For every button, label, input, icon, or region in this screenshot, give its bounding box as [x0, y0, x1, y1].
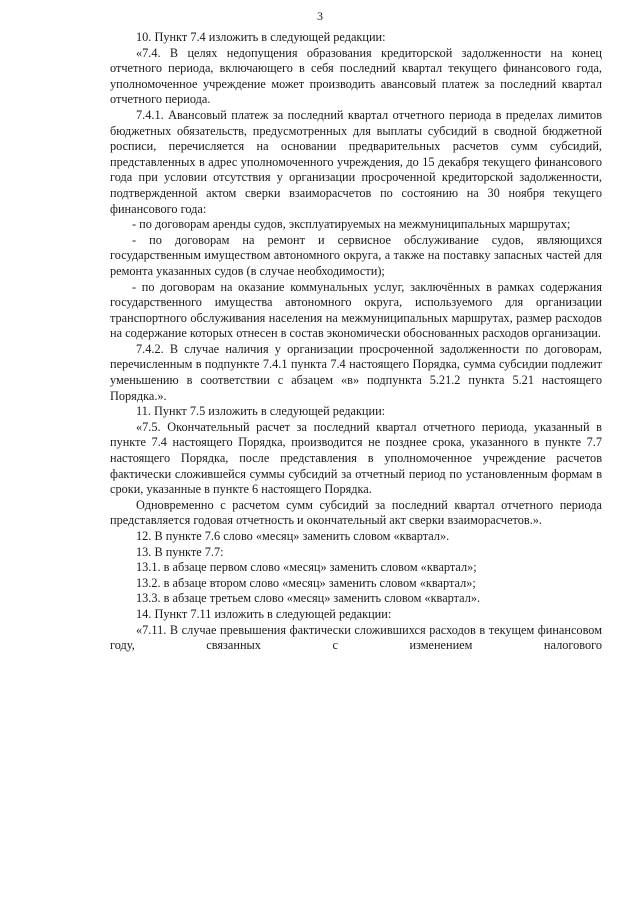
paragraph: «7.11. В случае превышения фактически сложившихся расходов в текущем финансовом году, связанных с изменением налогового — [110, 622, 602, 653]
paragraph: «7.5. Окончательный расчет за последний квартал отчетного периода, указанный в пункте 7.4 настоящего Порядка, производится не позднее срока, указанного в пункте 7.7 настоящего Порядка, после представления в уполномоченное учреждение расчетов фактически сложившейся суммы субсидий за отчетный период по установленным формам в сроки, указанные в пункте 6 настоящего Порядка. — [110, 419, 602, 497]
paragraph: 13.2. в абзаце втором слово «месяц» заменить словом «квартал»; — [136, 575, 476, 590]
list-item: - по договорам на ремонт и сервисное обслуживание судов, являющихся государственным имуществом автономного округа, а также на поставку запасных частей для ремонта указанных судов (в случае необходимости); — [110, 232, 602, 278]
paragraph: 10. Пункт 7.4 изложить в следующей редакции: — [136, 30, 386, 44]
page-number: 3 — [317, 9, 323, 23]
paragraph: 13. В пункте 7.7: — [136, 544, 224, 559]
paragraph: 13.1. в абзаце первом слово «месяц» заменить словом «квартал»; — [136, 560, 477, 575]
paragraph: 7.4.1. Авансовый платеж за последний квартал отчетного периода в пределах лимитов бюджетных обязательств, предусмотренных для выплаты субсидий в сводной бюджетной росписи, перечисляется на основании предварительных расчетов сумм субсидий, представленных в адрес уполномоченного учреждения, до 15 декабря текущего финансового года при условии отсутствия у организации просроченной кредиторской задолженности, подтвержденной актом сверки взаиморасчетов по состоянию на 30 ноября текущего финансового года: — [110, 107, 602, 216]
paragraph: 11. Пункт 7.5 изложить в следующей редакции: — [136, 404, 386, 419]
paragraph: Одновременно с расчетом сумм субсидий за последний квартал отчетного периода представляется годовая отчетность и окончательный акт сверки взаиморасчетов.». — [110, 497, 602, 528]
paragraph: 12. В пункте 7.6 слово «месяц» заменить словом «квартал». — [136, 529, 450, 543]
paragraph: «7.4. В целях недопущения образования кредиторской задолженности на конец отчетного периода, включающего в себя последний квартал текущего финансового года, уполномоченное учреждение может производить авансовый платеж за последний квартал отчетного периода. — [110, 45, 602, 107]
document-body — [110, 30, 602, 654]
paragraph: 7.4.2. В случае наличия у организации просроченной задолженности по договорам, перечисленным в подпункте 7.4.1 пункта 7.4 настоящего Порядка, сумма субсидии подлежит уменьшению в соответствии с абзацем «в» подпункта 5.21.2 пункта 5.21 настоящего Порядка.». — [110, 341, 602, 403]
paragraph: 13.3. в абзаце третьем слово «месяц» заменить словом «квартал». — [136, 591, 481, 606]
paragraph: 14. Пункт 7.11 изложить в следующей редакции: — [136, 606, 392, 621]
list-item: - по договорам на оказание коммунальных услуг, заключённых в рамках содержания государственного имущества автономного округа, используемого для организации транспортного обслуживания населения на межмуниципальных маршрутах, размер расходов на содержание которых отнесен в состав экономически обоснованных расходов организации. — [110, 279, 602, 341]
list-item: - по договорам аренды судов, эксплуатируемых на межмуниципальных маршрутах; — [132, 217, 571, 232]
